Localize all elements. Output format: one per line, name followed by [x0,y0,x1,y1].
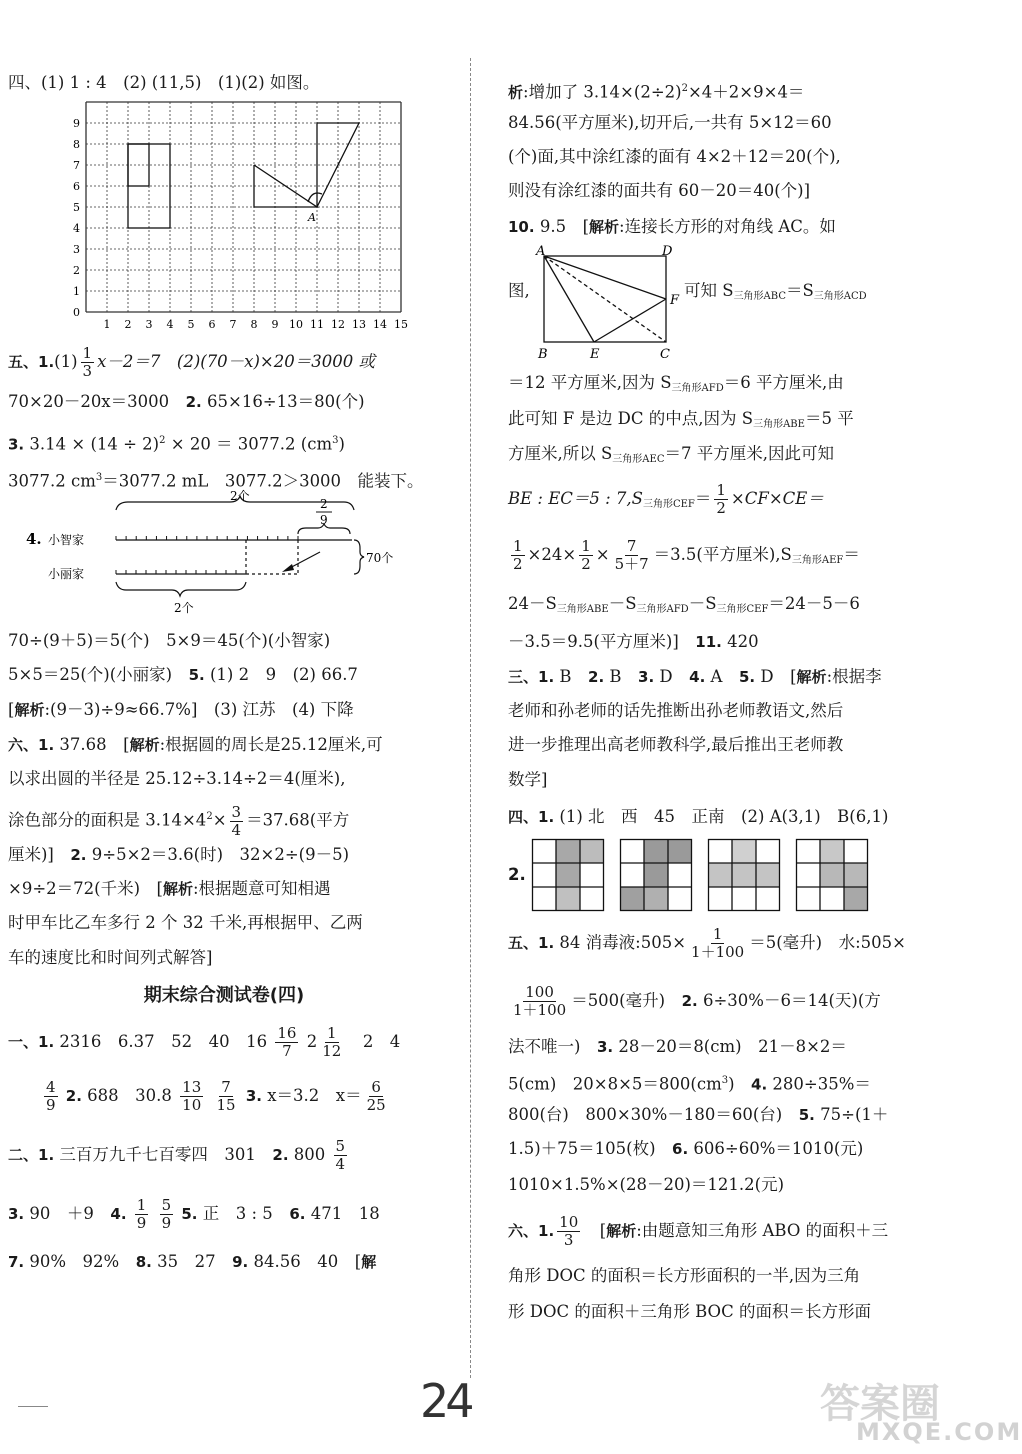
grid-x-ticks [104,318,409,331]
label-c: C [660,347,670,362]
r1-line-5: 10. 9.5 [解析:连接长方形的对角线 AC。如 [508,217,836,236]
row-label-xiaozhi: 小智家 [48,533,85,547]
p2-line-2: 3. 90 ＋9 4. $\frac{1}{9}$ $\frac{5}{9}$ 5. 正 3 : 5 6. 471 18 [8,1196,380,1232]
test-title: 期末综合测试卷(四) [143,985,305,1006]
x-tick: 2 [124,318,132,331]
y-tick: 6 [73,180,80,193]
s6-line-7: 车的速度比和时间列式解答] [8,948,213,967]
s6-line-4: 厘米)] 2. 9÷5×2＝3.6(时) 32×2÷(9－5) [8,845,350,864]
r5-line-4: 5(cm) $20\times 8\times 5=800(cm^3)$ 4. 280÷35%＝ [508,1074,871,1094]
r2-line-3: 方厘米,所以 $S_{三角形AEC}=7$ 平方厘米,因此可知 [508,444,834,465]
section-4-heading: 四、(1) 1 : 4 (2) (11,5) (1)(2) 如图。 [8,73,320,92]
point-a-label: A [308,211,316,224]
r1-line-3: (个)面,其中涂红漆的面有 4×2＋12＝20(个), [508,147,841,166]
x-tick: 11 [310,318,324,331]
coordinate-grid-figure [60,98,480,330]
left-column [8,72,440,1282]
r5-line-5: 800(台) 800×30%－180＝60(台) 5. 75÷(1＋ [508,1105,889,1124]
s6-line-5: ×9÷2＝72(千米) [解析:根据题意可知相遇 [8,879,331,898]
x-tick: 14 [373,318,387,331]
shading-grid-2 [620,839,692,911]
p2-line-1: 二、1. 三百万九千七百零四 301 2. 800 $\frac{5}{4}$ [8,1137,346,1173]
s5-line-2: 70×20－20x＝3000 2. 65×16÷13＝80(个) [8,392,365,411]
r1-line-2: 84.56(平方厘米),切开后,一共有 5×12＝60 [508,113,832,132]
y-tick: 4 [73,222,80,235]
bottom-brace [116,582,246,596]
r1-figure-row [508,246,908,364]
handwritten-page-number: 24 [420,1374,471,1428]
y-tick: 2 [73,264,80,277]
right-brace-label: 70个 [366,551,394,565]
s5-line-4: 3077.2 $cm^3=3077.2$ mL 3077.2＞3000 能装下。 [8,471,424,491]
y-tick: 1 [73,285,80,298]
label-d: D [662,244,673,259]
s6-line-6: 时甲车比乙车多行 2 个 32 千米,再根据甲、乙两 [8,913,363,932]
x-tick: 5 [187,318,195,331]
r1-line-4: 则没有涂红漆的面共有 60－20＝40(个)] [508,181,811,200]
label-b: B [538,347,548,362]
top-brace-label: 2个 [230,489,250,503]
watermark-logo: 答案圈 MXQE.COM [820,1381,1022,1446]
label-a: A [536,244,546,259]
bottom-brace-label: 2个 [174,601,194,615]
y-tick: 3 [73,243,80,256]
s5b-line-2: 5×5＝25(个)(小丽家) 5. (1) 2 9 (2) 66.7 [8,665,358,684]
r3-line-1: 三、1. B 2. B 3. D 4. A 5. D [解析:根据李 [508,667,882,686]
r5-line-7: 1010×1.5%×(28－20)＝121.2(元) [508,1175,785,1194]
r4-line-1: 四、1. (1) 北 西 45 正南 (2) A(3,1) B(6,1) [508,807,889,826]
line-ae [544,256,594,342]
s5b-line-1: 70÷(9＋5)＝5(个) 5×9＝45(个)(小智家) [8,631,331,650]
r1-line-6-start: 图, [508,281,530,300]
x-tick: 3 [145,318,153,331]
label-f: F [670,293,680,308]
s5-line-1: 五、1.(1) $\frac{1}{3}$ x－2＝7 (2)(70－x)×20＝3000 或 [8,344,375,380]
y-tick: 7 [73,159,80,172]
shading-grid-1 [532,839,604,911]
x-tick: 10 [289,318,303,331]
x-tick: 9 [271,318,279,331]
r3-line-2: 老师和孙老师的话先推断出孙老师教语文,然后 [508,701,844,720]
r3-line-3: 进一步推理出高老师教科学,最后推出王老师教 [508,735,844,754]
x-tick: 6 [208,318,216,331]
p1-line-1: 一、1. 2316 6.37 52 40 16 $\frac{16}{7}$ 2 $\frac{1}{12}$ 2 4 [8,1024,401,1060]
x-tick: 4 [166,318,174,331]
frac-label-den: 9 [320,513,328,527]
arrow-head-icon [282,564,294,572]
r1-line-1: 析:增加了 $3.14\times(2\div 2)^2\times 4+2\times 9\times 4=$ [508,82,805,102]
footer-rule [18,1406,48,1407]
r6-line-3: 形 DOC 的面积＋三角形 BOC 的面积＝长方形面 [508,1302,871,1321]
y-tick: 9 [73,117,80,130]
r5-line-2: $\frac{100}{1+100}$ ＝500(毫升) 2. 6÷30%－6＝14(天)(方 [513,983,881,1019]
row-label-xiaoli: 小丽家 [48,567,85,581]
r2-line-1: ＝12 平方厘米,因为 $S_{三角形AFD}=6$ 平方厘米,由 [508,373,844,394]
y-tick: 5 [73,201,80,214]
y-tick: 0 [73,306,80,319]
p2-line-3: 7. 90% 92% 8. 35 27 9. 84.56 40 [解 [8,1252,377,1271]
p1-line-2: $\frac{4}{9}$ 2. 688 30.8 $\frac{13}{10}$ $\frac{7}{15}$ 3. x＝3.2 x＝ $\frac{6}{25}$ [46,1078,386,1114]
question-number: 4. [26,530,42,548]
x-tick: 7 [229,318,237,331]
x-tick: 1 [103,318,111,331]
r1-line-6-end: 可知 $S_{三角形ABC}=S_{三角形ACD}$ [684,281,867,302]
r5-line-6: 1.5)＋75＝105(枚) 6. 606÷60%＝1010(元) [508,1139,864,1158]
s5-line-3: 3. $3.14 \times (14 \div 2)^2 \times 20 = 3077.2$ $(cm^3)$ [8,434,345,454]
frac-label-num: 2 [320,497,328,511]
r5-line-1: 五、1. 84 消毒液:505× $\frac{1}{1+100}$ ＝5(毫升) 水:505× [508,925,906,961]
r2-line-6: $24-S_{三角形ABE}-S_{三角形AFD}-S_{三角形CEF}=24-5-6$ [508,594,860,615]
s6-line-2: 以求出圆的半径是 25.12÷3.14÷2＝4(厘米), [8,769,346,788]
r6-line-1: 六、1. $\frac{10}{3}$ [解析:由题意知三角形 ABO 的面积＋三 [508,1213,889,1249]
line-af [544,256,666,299]
r2-line-2: 此可知 F 是边 DC 的中点,因为 $S_{三角形ABE}=5$ 平 [508,409,854,430]
r6-line-2: 角形 DOC 的面积＝长方形面积的一半,因为三角 [508,1266,861,1285]
shading-grid-3 [708,839,780,911]
right-brace [354,540,364,574]
x-tick: 13 [352,318,366,331]
r2-line-7: －3.5＝9.5(平方厘米)] 11. 420 [508,632,759,651]
label-e: E [590,347,600,362]
r2-line-4: BE : EC＝5 : $7,S_{三角形CEF}=$ $\frac{1}{2}$ ×CF×CE＝ [508,481,824,517]
x-tick: 12 [331,318,345,331]
s5b-line-3: [解析:(9－3)÷9≈66.7%] (3) 江苏 (4) 下降 [8,700,354,719]
x-tick: 8 [250,318,258,331]
segment-diagram [8,489,428,624]
s6-line-3: 涂色部分的面积是 $3.14\times 4^2\times$ $\frac{3}{4}$ ＝37.68(平方 [8,802,350,839]
y-tick: 8 [73,138,80,151]
r4-question-2: 2. [508,865,526,884]
grid-shapes [128,123,359,228]
line-ef [594,299,666,342]
r5-line-3: 法不唯一) 3. 28－20＝8(cm) 21－8×2＝ [508,1037,847,1056]
shading-grid-4 [796,839,868,911]
grid-y-ticks [73,117,80,319]
r2-line-5: $\frac{1}{2}$ ×24× $\frac{1}{2}$ × $\frac{7}{5+7}$ ＝3.5(平方厘米)$,S_{三角形AEF}=$ [513,537,860,573]
r3-line-4: 数学] [508,770,548,789]
diagonal-ac [544,256,666,342]
x-tick: 15 [394,318,408,331]
r4-grid-row [508,836,908,914]
s6-line-1: 六、1. 37.68 [解析:根据圆的周长是25.12厘米,可 [8,735,383,754]
right-column [508,72,908,1330]
